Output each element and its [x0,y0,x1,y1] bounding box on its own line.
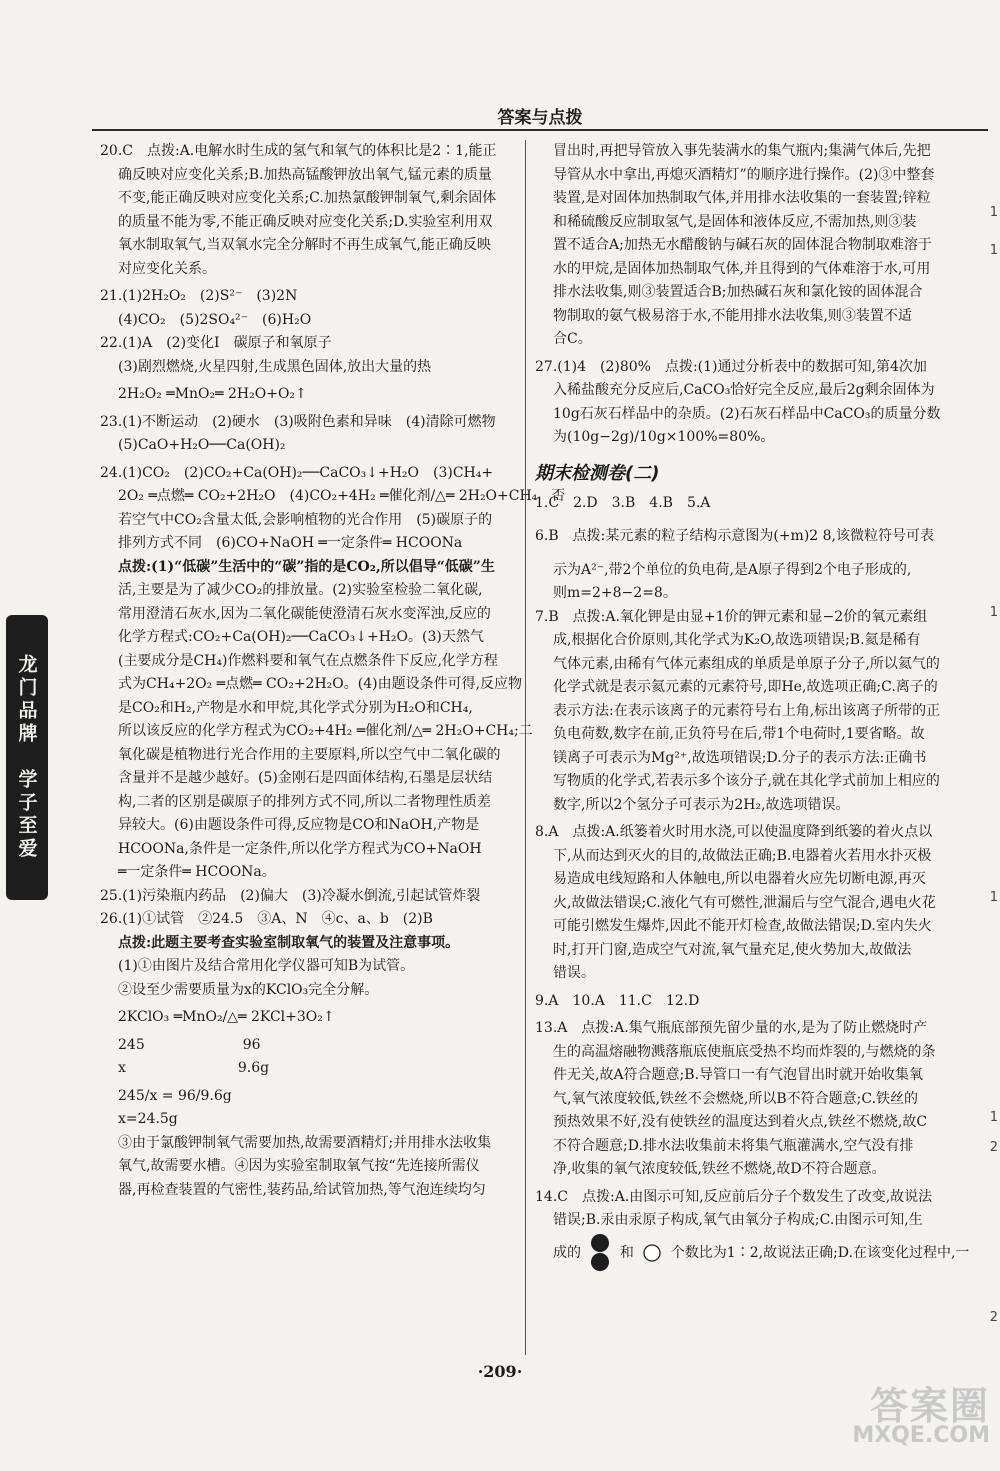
answer-line: 生的高温熔融物溅落瓶底使瓶底受热不均而炸裂的,与燃烧的条 [553,1043,936,1060]
answer-line: 镁离子可表示为Mg²⁺,故选项错误;D.分子的表示方法:正确书 [553,749,927,766]
atom-line-before: 成的 [553,1244,581,1261]
watermark-logo: 答案圈 [869,1384,990,1428]
answer-line: 对应变化关系。 [118,260,216,277]
answer-line: 净,收集的氧气浓度较低,铁丝不燃烧,故D不符合题意。 [553,1161,886,1177]
calc-line: x 9.6g [118,1060,270,1076]
equation-line: 2H₂O₂ ═MnO₂═ 2H₂O+O₂↑ [118,386,307,402]
right-column [535,140,970,1273]
answer-line: 数字,所以2个氢分子可表示为2H₂,故选项错误。 [553,796,850,813]
answer-line: 若空气中CO₂含量太低,会影响植物的光合作用 (5)碳原子的 [118,511,493,528]
answer-line: 错误;B.汞由汞原子构成,氧气由氧分子构成;C.由图示可知,生 [553,1212,923,1228]
answer-line: 件无关,故A符合题意;B.导管口一有气泡冒出时就开始收集氧 [553,1067,924,1083]
fraction-line: 为(10g−2g)/10g×100%=80%。 [553,429,775,445]
answer-line: 预热效果不好,没有使铁丝的温度达到着火点,铁丝不燃烧,故C [553,1114,928,1130]
answer-line: 1.C 2.D 3.B 4.B 5.A [535,494,711,511]
answer-line: 7.B 点拨:A.氧化钾是由显+1价的钾元素和显−2价的氧元素组 [535,608,928,625]
edge-digit: 2 [989,1310,998,1325]
edge-digit: 1 [989,890,998,905]
answer-line: (4)CO₂ (5)2SO₄²⁻ (6)H₂O [118,311,312,328]
answer-line: ②设至少需要质量为x的KClO₃完全分解。 [118,981,379,998]
answer-line: 所以该反应的化学方程式为CO₂+4H₂ ═催化剂/△═ 2H₂O+CH₄;二 [118,723,533,739]
answer-line: 氧水制取氧气,当双氧水完全分解时不再生成氧气,能正确反映 [118,237,491,253]
edge-digit: 1 [989,605,998,620]
answer-line: 14.C 点拨:A.由图示可知,反应前后分子个数发生了改变,故说法 [535,1188,933,1205]
answer-line: (3)剧烈燃烧,火星四射,生成黑色固体,放出大量的热 [118,358,432,375]
section-title: 期末检测卷(二) [535,462,660,484]
answer-line: ③由于氯酸钾制氧气需要加热,故需要酒精灯;并用排水法收集 [118,1134,492,1151]
answer-line: 20.C 点拨:A.电解水时生成的氢气和氧气的体积比是2∶1,能正 [100,143,497,159]
answer-line: 构,二者的区别是碳原子的排列方式不同,所以二者物理性质差 [118,793,491,810]
answer-line: 9.A 10.A 11.C 12.D [535,992,700,1009]
answer-line: 物制取的氨气极易溶于水,不能用排水法收集,则③装置不适 [553,307,912,324]
answer-line: (1)①由图片及结合常用化学仪器可知B为试管。 [118,958,415,974]
equation-line: 2KClO₃ ═MnO₂/△═ 2KCl+3O₂↑ [118,1009,335,1025]
edge-digit: 2 [989,1140,998,1155]
answer-line: 不变,能正确反映对应变化关系;C.加热氯酸钾制氧气,剩余固体 [118,190,497,206]
atom-white-icon [642,1243,662,1263]
answer-line: 常用澄清石灰水,因为二氧化碳能使澄清石灰水变浑浊,反应的 [118,605,491,622]
answer-line: 确反映对应变化关系;B.加热高锰酸钾放出氧气,锰元素的质量 [118,166,492,183]
answer-line: 导管从水中拿出,再熄灭酒精灯”的顺序进行操作。(2)③中整套 [553,166,935,183]
fraction-line: 245/x = 96/9.6g [118,1087,232,1104]
watermark-url: MXQE.COM [852,1423,990,1448]
answer-line: 24.(1)CO₂ (2)CO₂+Ca(OH)₂──CaCO₃↓+H₂O (3)CH₄+ [100,464,494,481]
answer-line: 含量并不是越少越好。(5)金刚石是四面体结构,石墨是层状结 [118,770,493,786]
answer-line: 错误。 [553,965,595,981]
answer-line: 2O₂ ═点燃═ CO₂+2H₂O (4)CO₂+4H₂ ═催化剂/△═ 2H₂O+CH₄ 否 [118,488,566,504]
answer-line: 13.A 点拨:A.集气瓶底部预先留少量的水,是为了防止燃烧时产 [535,1020,928,1036]
answer-line: 入稀盐酸充分反应后,CaCO₃恰好完全反应,最后2g剩余固体为 [553,382,935,398]
answer-line: 氧化碳是植物进行光合作用的主要原料,所以空气中二氧化碳的 [118,746,501,763]
answer-line: (主要成分是CH₄)作燃料要和氧气在点燃条件下反应,化学方程 [118,652,498,669]
answer-line: HCOONa,条件是一定条件,所以化学方程式为CO+NaOH [118,840,482,857]
answer-line: 6.B 点拨:某元素的粒子结构示意图为(+m)2 8,该微粒符号可表 [535,528,935,544]
edge-digit: 1 [989,243,998,258]
answer-line: 成,根据化合价原则,其化学式为K₂O,故选项错误;B.氦是稀有 [553,632,921,648]
atom-line-middle: 和 [619,1244,634,1261]
answer-line: 易造成电线短路和人体触电,所以电器着火应先切断电源,再灭 [553,871,926,887]
answer-line: 时,打开门窗,造成空气对流,氧气量充足,使火势加大,故做法 [553,941,912,958]
answer-line: 写物质的化学式,若表示多个该分子,就在其化学式前加上相应的 [553,773,940,789]
answer-line: 置不适合A;加热无水醋酸钠与碱石灰的固体混合物制取难溶于 [553,237,932,253]
answer-line: 可能引燃发生爆炸,因此不能开灯检查,故做法错误;D.室内失火 [553,918,932,934]
column-divider [525,140,526,1355]
side-tab-brand [6,615,48,900]
answer-line: 合C。 [553,331,592,347]
answer-line: 活,主要是为了减少CO₂的排放量。(2)实验室检验二氧化碳, [118,582,483,598]
edge-digit: 1 [989,1110,998,1125]
molecule-dark-icon [589,1233,611,1273]
answer-line: 的质量不能为零,不能正确反映对应变化关系;D.实验室利用双 [118,213,493,230]
left-column [100,140,566,1202]
answer-line: 气,氧气浓度较低,铁丝不会燃烧,所以B不符合题意;C.铁丝的 [553,1090,919,1107]
answer-line: 点拨:(1)“低碳”生活中的“碳”指的是CO₂,所以倡导“低碳”生 [118,558,495,575]
answer-line: 氧气,故需要水槽。④因为实验室制取氧气按“先连接所需仪 [118,1158,480,1174]
edge-digit: 1 [989,205,998,220]
answer-line: 器,再检查装置的气密性,装药品,给试管加热,等气泡连续均匀 [118,1181,486,1198]
answer-line: (5)CaO+H₂O──Ca(OH)₂ [118,437,286,453]
answer-line: 则m=2+8−2=8。 [553,585,677,601]
answer-line: 异较大。(6)由题设条件可得,反应物是CO和NaOH,产物是 [118,817,480,833]
page-number: ·209· [477,1362,523,1381]
answer-line: 负电荷数,数字在前,正负符号在后,带1个电荷时,1要省略。故 [553,726,925,742]
header-title: 答案与点拨 [497,108,583,128]
answer-line: 化学方程式:CO₂+Ca(OH)₂──CaCO₃↓+H₂O。(3)天然气 [118,629,484,645]
answer-line: 排列方式不同 (6)CO+NaOH ═一定条件═ HCOONa [118,535,463,551]
answer-line: 27.(1)4 (2)80% 点拨:(1)通过分析表中的数据可知,第4次加 [535,358,927,375]
answer-line: 8.A 点拨:A.纸篓着火时用水浇,可以使温度降到纸篓的着火点以 [535,824,933,840]
answer-line: 冒出时,再把导管放入事先装满水的集气瓶内;集满气体后,先把 [553,143,931,159]
answer-line: 26.(1)①试管 ②24.5 ③A、N ④c、a、b (2)B [100,911,433,927]
answer-line: 22.(1)A (2)变化Ⅰ 碳原子和氧原子 [100,335,332,351]
answer-line: 23.(1)不断运动 (2)硬水 (3)吸附色素和异味 (4)清除可燃物 [100,413,496,430]
answer-line: 是CO₂和H₂,产物是水和甲烷,其化学式分别为H₂O和CH₄, [118,699,473,716]
answer-line: ═一定条件═ HCOONa。 [118,864,276,880]
answer-line: 排水法收集,则③装置适合B;加热碱石灰和氯化铵的固体混合 [553,284,923,300]
answer-line: 21.(1)2H₂O₂ (2)S²⁻ (3)2N [100,288,298,304]
atom-ratio-line [535,1233,970,1273]
answer-line: 示为A²⁻,带2个单位的负电荷,是A原子得到2个电子形成的, [553,561,912,578]
answer-line: 25.(1)污染瓶内药品 (2)偏大 (3)冷凝水倒流,引起试管炸裂 [100,887,481,904]
answer-line: 式为CH₄+2O₂ ═点燃═ CO₂+2H₂O。(4)由题设条件可得,反应物 [118,676,523,692]
answer-line: 装置,是对固体加热制取气体,并用排水法收集的一套装置;锌粒 [553,190,931,206]
answer-line: 化学式就是表示氦元素的元素符号,即He,故选项正确;C.离子的 [553,679,938,695]
calc-line: x=24.5g [118,1111,178,1127]
answer-line: 和稀硫酸反应制取氢气,是固体和液体反应,不需加热,则③装 [553,213,917,230]
answer-line: 不符合题意;D.排水法收集前未将集气瓶灌满水,空气没有排 [553,1137,914,1154]
side-tab-text: 龙门品牌 学子至爱 [15,654,38,861]
answer-line: 点拨:此题主要考查实验室制取氧气的装置及注意事项。 [118,934,460,951]
answer-line: 火,故做法错误;C.液化气有可燃性,泄漏后与空气混合,遇电火花 [553,894,936,911]
page-header [92,103,988,131]
answer-line: 10g石灰石样品中的杂质。(2)石灰石样品中CaCO₃的质量分数 [553,405,941,422]
calc-line: 245 96 [118,1036,261,1053]
watermark [800,1375,990,1465]
answer-line: 表示方法:在表示该离子的元素符号右上角,标出该离子所带的正 [553,702,941,719]
answer-line: 气体元素,由稀有气体元素组成的单质是单原子分子,所以氦气的 [553,655,940,672]
atom-line-after: 个数比为1∶2,故说法正确;D.在该变化过程中,一 [670,1244,970,1261]
answer-line: 水的甲烷,是固体加热制取气体,并且得到的气体难溶于水,可用 [553,260,931,277]
answer-line: 下,从而达到灭火的目的,故做法正确;B.电器着火若用水扑灭极 [553,847,932,864]
